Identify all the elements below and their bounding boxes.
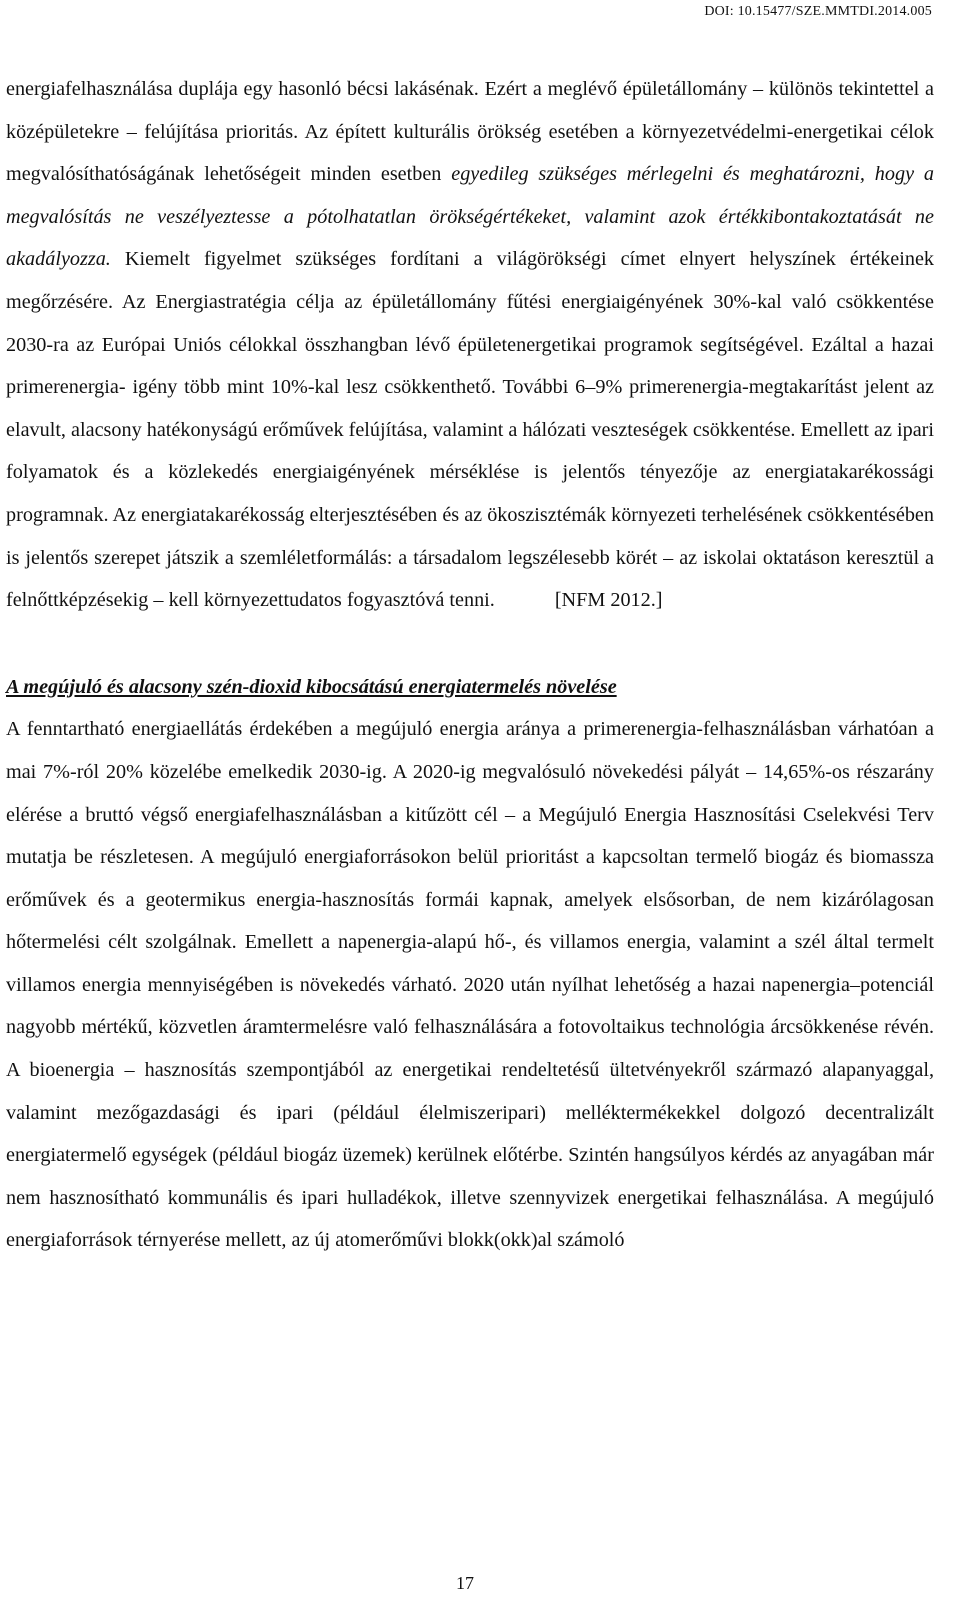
paragraph-renewable-energy: A fenntartható energiaellátás érdekében a megújuló energia aránya a primerenergia-felhasználásban várhatóan a mai 7%-ról 20% közelébe emelkedik 2030-ig. A 2020-ig megvalósuló növekedési pályát – 14,65%-os részarány elérése a bruttó végső energiafelhasználásban a kitűzött cél – a Megújuló Energia Hasznosítási Cselekvési Terv mutatja be részletesen. A megújuló energiaforrásokon belül prioritást a kapcsoltan termelő biogáz és biomassza erőművek és a geotermikus energia-hasznosítás formái kapnak, amelyek elsősorban, de nem kizárólagosan hőtermelési célt szolgálnak. Emellett a napenergia-alapú hő-, és villamos energia, valamint a szél által termelt villamos energia mennyiségében is növekedés várható. 2020 után nyílhat lehetőség a hazai napenergia–potenciál nagyobb mértékű, közvetlen áramtermelésre való felhasználására a fotovoltaikus technológia árcsökkenése révén. A bioenergia – hasznosítás szempontjából az energetikai rendeltetésű ültetvényekről származó alapanyaggal, valamint mezőgazdasági és ipari (például élelmiszeripari) melléktermékekkel dolgozó decentralizált energiatermelő egységek (például biogáz üzemek) kerülnek előtérbe. Szintén hangsúlyos kérdés az anyagában már nem hasznosítható kommunális és ipari hulladékok, illetve szennyvizek energetikai felhasználása. A megújuló energiaforrások térnyerése mellett, az új atomerőművi blokk(okk)al számoló xyxy=(6,718,934,1252)
paragraph-text-part1: energiafelhasználása duplája egy hasonló bécsi lakásénak. Ezért a meglévő épületállomány – különös tekintettel a középületekre – felújítása prioritás. Az épített kulturális örökség esetében a környezetvédelmi-energetikai célok megvalósíthatóságának lehetőségeit minden esetben xyxy=(6,78,934,186)
doi-label: DOI: 10.15477/SZE.MMTDI.2014.005 xyxy=(704,4,932,19)
page-number: 17 xyxy=(456,1573,474,1593)
paragraph-text-italic: egyedileg szükséges mérlegelni és meghatározni, hogy a megvalósítás ne veszélyeztesse a pótolhatatlan örökségértékeket, valamint azok értékkibontakoztatását ne akadályozza. xyxy=(6,163,934,271)
paragraph-energy-strategy xyxy=(6,68,934,622)
section-heading: A megújuló és alacsony szén-dioxid kibocsátású energiatermelés növelése xyxy=(6,675,617,698)
citation: [NFM 2012.] xyxy=(554,589,663,612)
paragraph-text-part3: Kiemelt figyelmet szükséges fordítani a világörökségi címet elnyert helyszínek értékeinek megőrzésére. Az Energiastratégia célja az épületállomány fűtési energiaigényének 30%-kal való csökkentése 2030-ra az Európai Uniós célokkal összhangban lévő épületenergetikai programok segítségével. Ezáltal a hazai primerenergia- igény több mint 10%-kal lesz csökkenthető. További 6–9% primerenergia-megtakarítást jelent az elavult, alacsony hatékonyságú erőművek felújítása, valamint a hálózati veszteségek csökkentése. Emellett az ipari folyamatok és a közlekedés energiaigényének mérséklése is jelentős tényezője az energiatakarékossági programnak. Az energiatakarékosság elterjesztésében és az ökoszisztémák környezeti terhelésének csökkentésében is jelentős szerepet játszik a szemléletformálás: a társadalom legszélesebb körét – az iskolai oktatáson keresztül a felnőttképzésekig – kell környezettudatos fogyasztóvá tenni. xyxy=(6,248,934,612)
document-body xyxy=(6,68,934,1262)
